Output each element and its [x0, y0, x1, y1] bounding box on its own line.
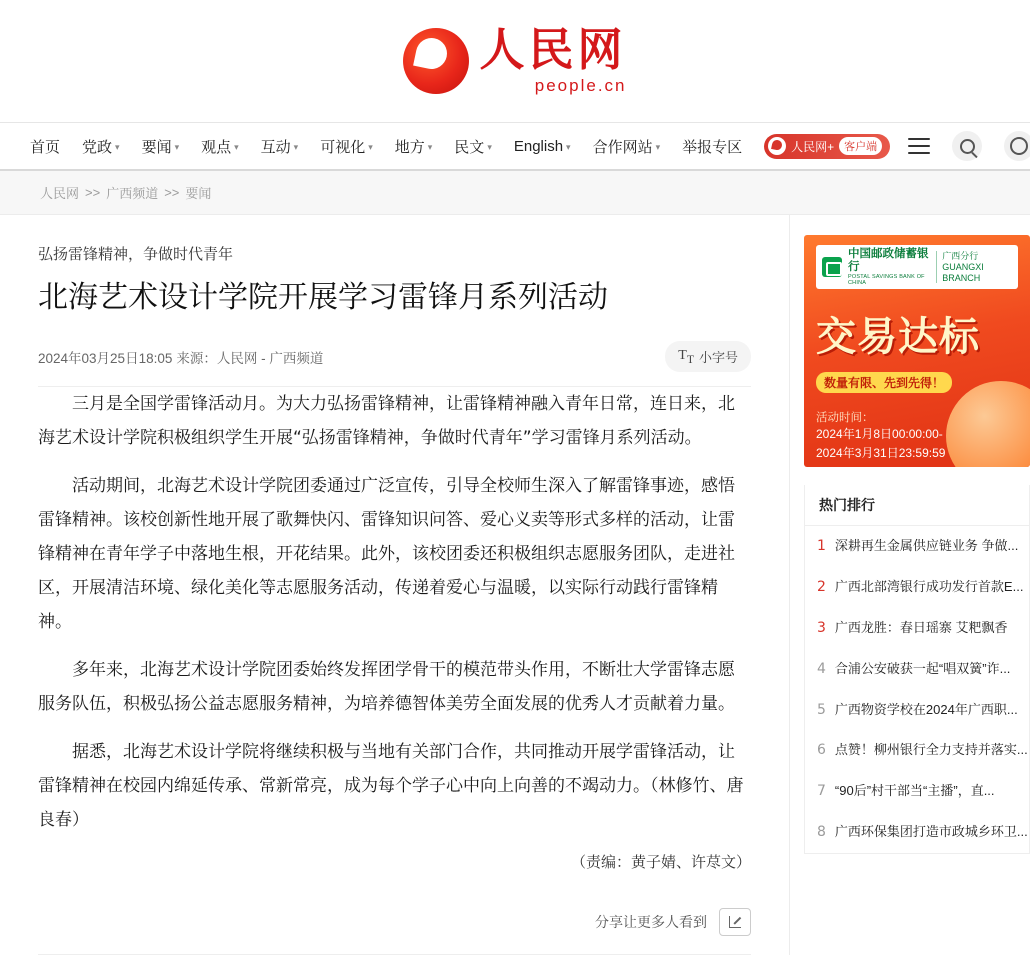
rank-text: 广西龙胜：春日瑶寨 艾粑飘香 [834, 619, 1008, 635]
article-column [0, 215, 790, 955]
rank-text: 深耕再生金属供应链业务 争做... [834, 538, 1019, 553]
nav-item-hudong[interactable] [261, 136, 299, 157]
rank-number: 4 [817, 660, 826, 677]
hot-ranking-card [804, 485, 1030, 854]
ad-decorative-ball [946, 381, 1030, 467]
ad-branch-en: GUANGXI BRANCH [942, 261, 984, 283]
breadcrumb-separator: >> [85, 185, 101, 200]
list-item[interactable] [805, 649, 1029, 690]
nav-item-keshihua[interactable] [320, 136, 373, 157]
article-meta [38, 341, 751, 387]
article-paragraph: 多年来，北海艺术设计学院团委始终发挥团学骨干的模范带头作用，不断壮大学雷锋志愿服务队伍，积极弘扬公益志愿服务精神，为培养德智体美劳全面发展的优秀人才贡献着力量。 [38, 660, 735, 714]
logo-title-en: people.cn [534, 75, 627, 95]
list-item[interactable] [805, 608, 1029, 649]
nav-item-difang[interactable] [395, 136, 433, 157]
app-download-badge[interactable] [764, 134, 890, 159]
ad-period-line-2: 2024年3月31日23:59:59 [816, 446, 946, 461]
logo-title-cn: 人民网 [479, 23, 627, 77]
share-row [38, 908, 751, 955]
site-logo[interactable] [403, 23, 627, 95]
ad-bank-row [816, 245, 1018, 289]
share-label: 分享让更多人看到 [595, 914, 707, 930]
breadcrumb-item-people[interactable]: 人民网 [40, 186, 80, 201]
advertisement-banner[interactable] [804, 235, 1030, 467]
article-paragraph: 据悉，北海艺术设计学院将继续积极与当地有关部门合作，共同推动开展学雷锋活动，让雷锋精神在校园内绵延传承、常新常亮，成为每个学子心中向上向善的不竭动力。（林修竹、唐良春） [38, 742, 744, 830]
people-app-icon [768, 137, 786, 155]
menu-icon[interactable] [908, 138, 930, 154]
search-button[interactable] [952, 131, 982, 161]
list-item[interactable] [805, 690, 1029, 731]
page-body [0, 215, 1030, 955]
nav-item-dangzheng[interactable] [82, 136, 120, 157]
nav-label: 合作网站 [592, 138, 653, 156]
app-badge-tag: 客户端 [839, 137, 882, 155]
list-item[interactable] [805, 730, 1029, 771]
nav-label: 要闻 [141, 138, 172, 156]
chevron-down-icon: ▾ [234, 141, 239, 152]
people-logo-icon [403, 28, 469, 94]
ad-period-line-1: 2024年1月8日00:00:00- [816, 427, 943, 442]
chevron-down-icon: ▾ [115, 141, 120, 152]
breadcrumb-separator: >> [164, 185, 180, 200]
chevron-down-icon: ▾ [655, 141, 661, 152]
chevron-down-icon: ▾ [368, 141, 373, 152]
chevron-down-icon: ▾ [487, 141, 492, 152]
nav-item-english[interactable] [514, 138, 571, 155]
rank-text: 合浦公安破获一起“唱双簧”诈... [834, 660, 1011, 676]
rank-number: 3 [817, 619, 826, 636]
page-title: 北海艺术设计学院开展学习雷锋月系列活动 [38, 280, 608, 315]
app-badge-label: 人民网+ [791, 139, 835, 154]
nav-icon-group [908, 131, 1030, 161]
font-size-button[interactable] [665, 341, 751, 372]
chevron-down-icon: ▾ [174, 141, 180, 152]
nav-item-home[interactable] [30, 136, 60, 157]
nav-item-minwen[interactable] [454, 136, 492, 157]
ad-subtitle: 数量有限、先到先得！ [816, 372, 952, 393]
rank-text: 点赞！柳州银行全力支持并落实... [834, 742, 1028, 758]
logo-text [479, 23, 627, 95]
main-nav [0, 123, 1030, 171]
rank-number: 5 [817, 701, 826, 718]
rank-text: 广西物资学校在2024年广西职... [834, 701, 1018, 717]
search-icon [960, 139, 975, 154]
chevron-down-icon: ▾ [293, 141, 299, 152]
rank-text: “90后”村干部当“主播”，直... [834, 783, 995, 799]
list-item[interactable] [805, 567, 1029, 608]
breadcrumb-item-yaowen[interactable]: 要闻 [185, 186, 212, 201]
nav-label: 互动 [260, 138, 291, 156]
rank-number: 8 [817, 824, 826, 841]
rank-text: 广西环保集团打造市政城乡环卫... [834, 824, 1028, 840]
ad-bank-logo [816, 245, 1018, 289]
sidebar [790, 215, 1030, 854]
nav-label: 党政 [82, 138, 113, 156]
font-size-label: 小字号 [698, 350, 738, 365]
list-item[interactable] [805, 812, 1029, 853]
rank-text: 广西北部湾银行成功发行首款E... [834, 578, 1024, 594]
nav-item-yaowen[interactable] [142, 136, 180, 157]
chevron-down-icon: ▾ [427, 141, 433, 152]
list-item[interactable] [805, 526, 1029, 567]
nav-label: 举报专区 [682, 138, 743, 156]
list-item[interactable] [805, 771, 1029, 812]
nav-label: 可视化 [320, 138, 366, 156]
article-body [38, 387, 751, 872]
nav-item-partner-sites[interactable] [593, 136, 661, 157]
ad-branch-cn: 广西分行 [942, 251, 979, 262]
ad-title: 交易达标 [816, 314, 980, 361]
rank-number: 1 [817, 538, 826, 554]
breadcrumb-item-guangxi[interactable]: 广西频道 [106, 186, 159, 201]
article-source: 人民网 - 广西频道 [216, 350, 324, 366]
rank-number: 2 [817, 578, 826, 595]
font-size-icon: $T_T$ [678, 347, 694, 366]
article-source-label: 来源： [176, 350, 217, 366]
breadcrumb [0, 171, 1030, 215]
ad-period-label: 活动时间： [816, 412, 874, 425]
nav-item-guandian[interactable] [201, 136, 239, 157]
article-timestamp: 2024年03月25日18:05 [38, 350, 173, 366]
nav-label: 观点 [201, 138, 232, 156]
user-icon [1010, 137, 1028, 155]
ad-bank-name-cn: 中国邮政储蓄银行 [848, 248, 929, 274]
nav-item-report-zone[interactable] [682, 136, 742, 157]
chevron-down-icon: ▾ [566, 141, 571, 152]
article-editor: （责编：黄子婧、许荩文） [570, 853, 751, 871]
hot-ranking-title: 热门排行 [805, 485, 1029, 526]
user-button[interactable] [1004, 131, 1030, 161]
share-icon [729, 916, 741, 928]
article-paragraph: 活动期间，北海艺术设计学院团委通过广泛宣传，引导全校师生深入了解雷锋事迹，感悟雷锋精神。该校创新性地开展了歌舞快闪、雷锋知识问答、爱心义卖等形式多样的活动，让雷锋精神在青年学子中落地生根，开花结果。此外，该校团委还积极组织志愿服务团队，走进社区，开展清洁环境、绿化美化等志愿服务活动，传递着爱心与温暖，以实际行动践行雷锋精神。 [38, 476, 735, 632]
site-header [0, 0, 1030, 123]
share-button[interactable] [719, 908, 751, 936]
nav-label: English [513, 137, 564, 155]
rank-number: 7 [817, 783, 826, 800]
article-paragraph: 三月是全国学雷锋活动月。为大力弘扬雷锋精神，让雷锋精神融入青年日常，连日来，北海艺术设计学院积极组织学生开展“弘扬雷锋精神，争做时代青年”学习雷锋月系列活动。 [38, 394, 735, 448]
nav-label: 地方 [394, 138, 425, 156]
rank-number: 6 [817, 742, 826, 759]
article-kicker: 弘扬雷锋精神，争做时代青年 [38, 246, 234, 263]
nav-label: 首页 [30, 138, 61, 156]
ad-branch [936, 251, 1012, 283]
ad-bank-name-en: POSTAL SAVINGS BANK OF CHINA [848, 274, 925, 287]
bank-logo-icon [822, 257, 842, 277]
nav-label: 民文 [454, 138, 485, 156]
